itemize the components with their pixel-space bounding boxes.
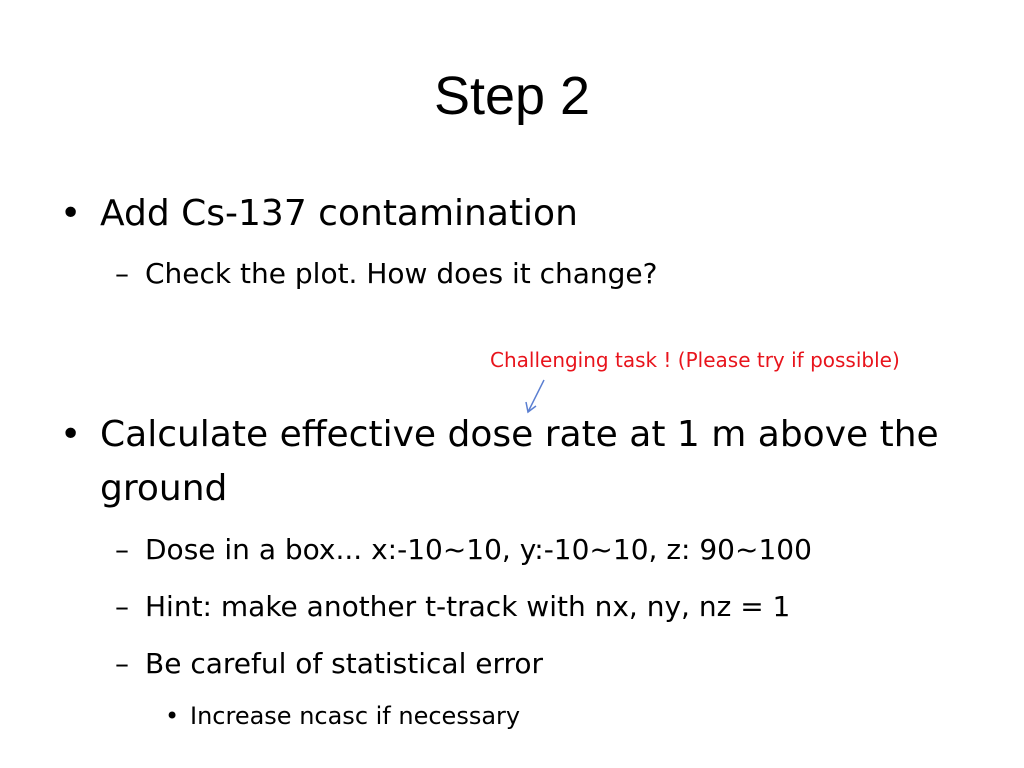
bullet-text: Calculate effective dose rate at 1 m above the ground bbox=[100, 414, 939, 509]
challenge-annotation: Challenging task ! (Please try if possible) bbox=[490, 348, 900, 372]
dash-marker: – bbox=[115, 647, 129, 680]
bullet-text: Add Cs-137 contamination bbox=[100, 193, 578, 234]
dash-marker: – bbox=[115, 533, 129, 566]
bullet-marker: • bbox=[60, 193, 82, 234]
sub-bullet-text: Be careful of statistical error bbox=[145, 647, 544, 680]
bullet-marker: • bbox=[60, 414, 82, 455]
sub-bullet-text: Check the plot. How does it change? bbox=[145, 257, 658, 290]
sub-bullet-text: Hint: make another t-track with nx, ny, nz = 1 bbox=[145, 590, 791, 623]
dash-marker: – bbox=[115, 590, 129, 623]
slide-title: Step 2 bbox=[433, 66, 591, 126]
sub-bullet-text: Dose in a box... x:-10~10, y:-10~10, z: 90~100 bbox=[145, 533, 812, 566]
dash-marker: – bbox=[115, 257, 129, 290]
bullet-marker: • bbox=[165, 702, 180, 730]
sub-sub-bullet-text: Increase ncasc if necessary bbox=[190, 702, 521, 730]
